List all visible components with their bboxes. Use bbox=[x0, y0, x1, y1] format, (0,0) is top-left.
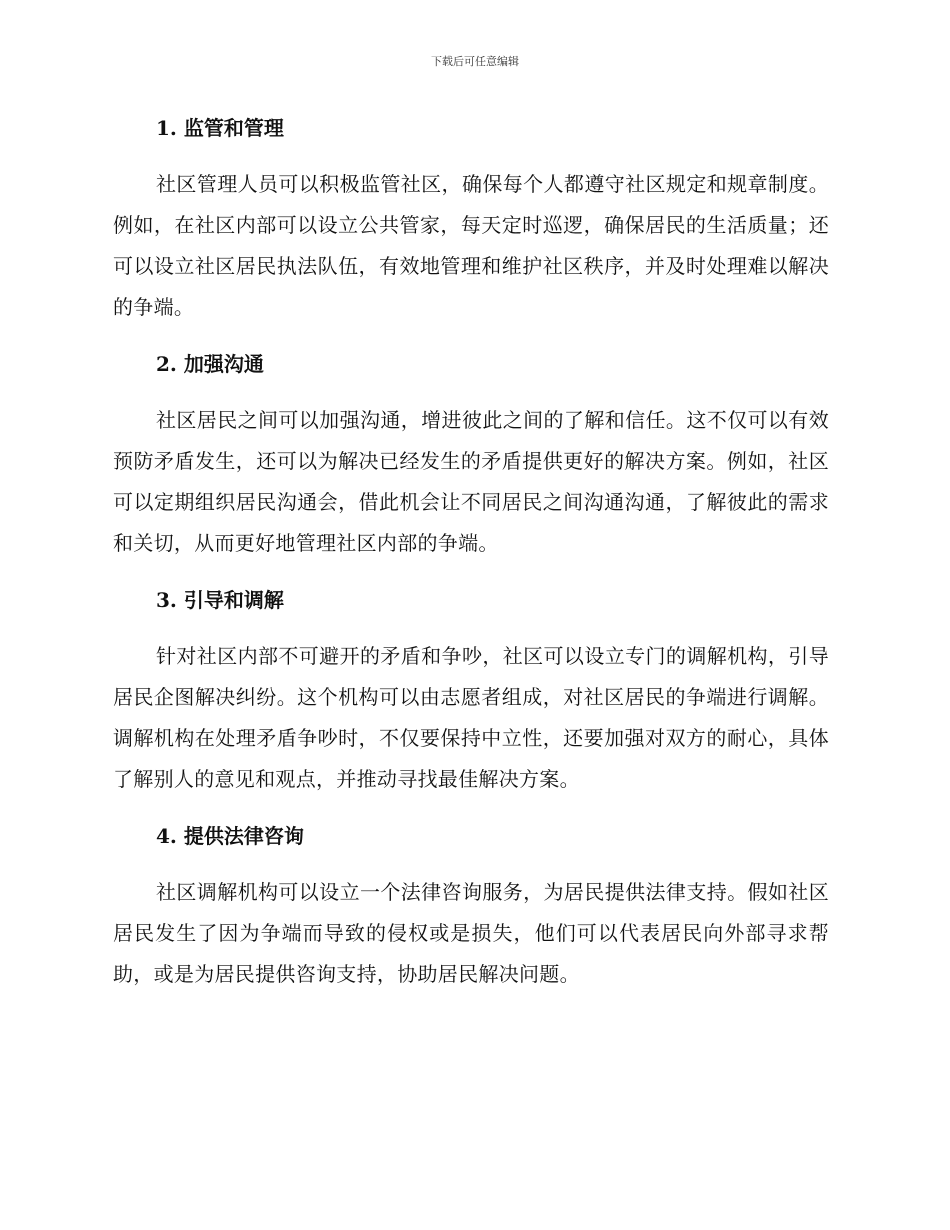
document-body bbox=[113, 108, 829, 1011]
section-paragraph-2: 社区居民之间可以加强沟通，增进彼此之间的了解和信任。这不仅可以有效预防矛盾发生，还可以为解决已经发生的矛盾提供更好的解决方案。例如，社区可以定期组织居民沟通会，借此机会让不同居民之间沟通沟通，了解彼此的需求和关切，从而更好地管理社区内部的争端。 bbox=[113, 408, 829, 555]
section-heading-3: 3. 引导和调解 bbox=[156, 588, 284, 612]
header-note: 下载后可任意编辑 bbox=[431, 55, 519, 68]
section-paragraph-4: 社区调解机构可以设立一个法律咨询服务，为居民提供法律支持。假如社区居民发生了因为争端而导致的侵权或是损失，他们可以代表居民向外部寻求帮助，或是为居民提供咨询支持，协助居民解决问题。 bbox=[113, 880, 829, 986]
section-paragraph-1: 社区管理人员可以积极监管社区，确保每个人都遵守社区规定和规章制度。例如，在社区内部可以设立公共管家，每天定时巡逻，确保居民的生活质量；还可以设立社区居民执法队伍，有效地管理和维护社区秩序，并及时处理难以解决的争端。 bbox=[113, 172, 829, 319]
section-paragraph-3: 针对社区内部不可避开的矛盾和争吵，社区可以设立专门的调解机构，引导居民企图解决纠纷。这个机构可以由志愿者组成，对社区居民的争端进行调解。调解机构在处理矛盾争吵时，不仅要保持中立性，还要加强对双方的耐心，具体了解别人的意见和观点，并推动寻找最佳解决方案。 bbox=[113, 644, 829, 791]
section-heading-4: 4. 提供法律咨询 bbox=[156, 824, 304, 848]
section-heading-1: 1. 监管和管理 bbox=[156, 116, 284, 140]
section-heading-2: 2. 加强沟通 bbox=[156, 352, 264, 376]
